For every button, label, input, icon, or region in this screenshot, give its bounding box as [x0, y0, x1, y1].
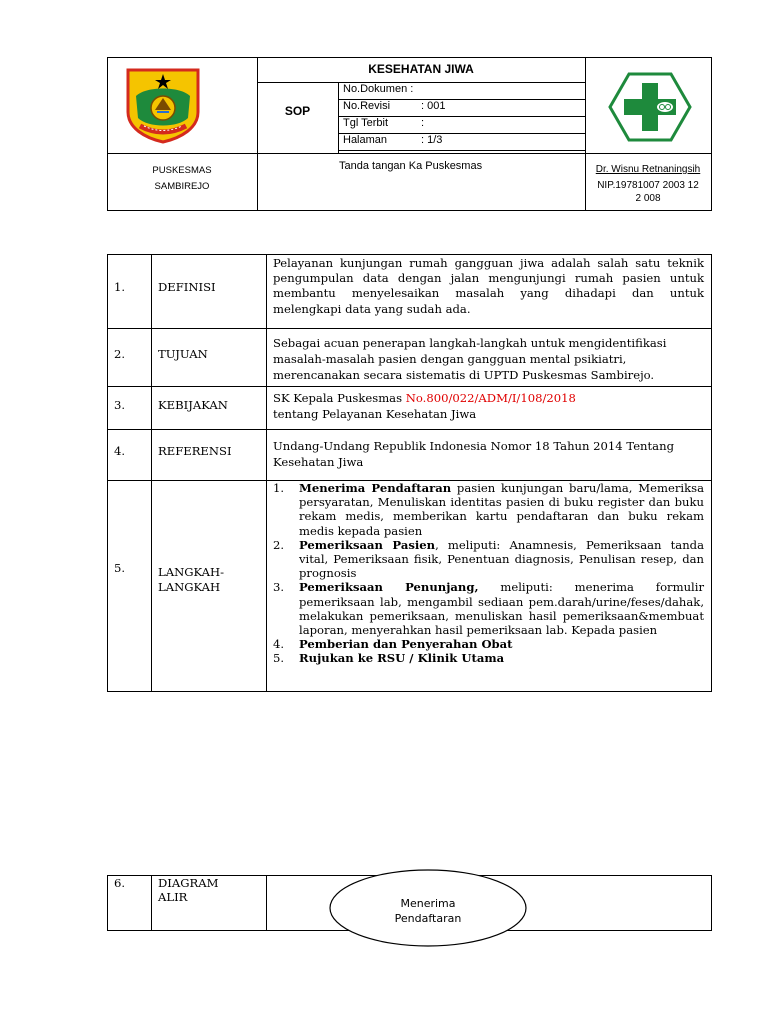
- list-item: 5. Rujukan ke RSU / Klinik Utama: [273, 651, 505, 666]
- no-revisi-value: : 001: [421, 100, 446, 112]
- row-number: 4.: [114, 444, 126, 458]
- langkah-steps: [273, 481, 704, 666]
- row-label-kebijakan: KEBIJAKAN: [158, 398, 228, 412]
- nip-line2: 2 008: [635, 193, 661, 204]
- row-number: 5.: [114, 561, 126, 575]
- row-number: 3.: [114, 398, 126, 412]
- row-label-diagram: DIAGRAM ALIR: [158, 876, 219, 904]
- row-label-referensi: REFERENSI: [158, 444, 232, 458]
- list-item: 3. Pemeriksaan Penunjang, meliputi: menerima formulir pemeriksaan lab, mengambil sediaan pem.darah/urine/feses/dahak, melakukan pemeriksaan, menuliskan hasil pemeriksaan&membuat laporan, menyerahkan hasil pemeriksaan lab. Kepada pasien: [273, 580, 705, 638]
- sk-number: No.800/022/ADM/I/108/2018: [405, 391, 576, 405]
- no-revisi-label: No.Revisi: [343, 100, 391, 112]
- row-label-definisi: DEFINISI: [158, 280, 216, 294]
- row-number: 1.: [114, 280, 126, 294]
- org-name-line1: PUSKESMAS: [152, 165, 212, 176]
- sop-label: SOP: [284, 104, 311, 118]
- tujuan-text: Sebagai acuan penerapan langkah-langkah untuk mengidentifikasi masalah-masalah pasien dengan gangguan mental psikiatri, merencanakan secara sistematis di UPTD Puskesmas Sambirejo.: [273, 336, 667, 382]
- org-name-line2: SAMBIREJO: [154, 181, 210, 192]
- halaman-label: Halaman: [343, 134, 388, 146]
- nip-line1: NIP.19781007 2003 12: [597, 180, 699, 191]
- list-item: 2. Pemeriksaan Pasien, meliputi: Anamnesis, Pemeriksaan tanda vital, Pemeriksaan fisik, Penentuan diagnosis, Penulisan resep, dan prognosis: [273, 537, 704, 581]
- flow-node-label: Menerima Pendaftaran: [394, 897, 462, 925]
- row-label-tujuan: TUJUAN: [158, 347, 208, 361]
- regency-emblem-logo: [126, 68, 200, 144]
- definisi-text: Pelayanan kunjungan rumah gangguan jiwa adalah salah satu teknik pengumpulan data dengan jalan mengunjungi rumah pasien untuk membantu menyelesaikan masalah yang dihadapi dan untuk melengkapi data yang sudah ada.: [273, 256, 704, 316]
- head-name: Dr. Wisnu Retnaningsih: [595, 164, 701, 175]
- kebijakan-text: SK Kepala Puskesmas No.800/022/ADM/I/108/2018 tentang Pelayanan Kesehatan Jiwa: [273, 391, 576, 421]
- row-number: 6.: [114, 876, 126, 890]
- signature-label: Tanda tangan Ka Puskesmas: [339, 160, 483, 172]
- halaman-value: : 1/3: [421, 134, 443, 146]
- no-dokumen-label: No.Dokumen :: [343, 83, 414, 95]
- row-number: 2.: [114, 347, 126, 361]
- list-item: 1. Menerima Pendaftaran pasien kunjungan baru/lama, Memeriksa persyaratan, Menuliskan identitas pasien di buku register dan buku rekam medis, memberikan kartu pendaftaran dan buku rekam medis kepada pasien: [273, 481, 704, 538]
- referensi-text: Undang-Undang Republik Indonesia Nomor 18 Tahun 2014 Tentang Kesehatan Jiwa: [273, 439, 674, 469]
- document-title: KESEHATAN JIWA: [368, 62, 474, 76]
- row-label-langkah: LANGKAH- LANGKAH: [158, 565, 225, 595]
- tgl-terbit-value: :: [421, 117, 425, 129]
- list-item: 4. Pemberian dan Penyerahan Obat: [273, 637, 513, 652]
- puskesmas-logo: [607, 71, 693, 143]
- tgl-terbit-label: Tgl Terbit: [343, 117, 389, 129]
